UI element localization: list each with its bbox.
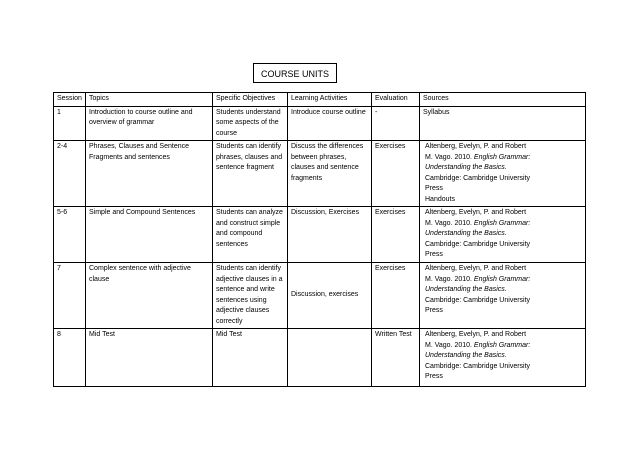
source-text: M. Vago. 2010. [425, 341, 474, 349]
source-line: Cambridge: Cambridge University [425, 296, 531, 304]
header-objectives: Specific Objectives [213, 93, 288, 107]
header-activities: Learning Activities [288, 93, 372, 107]
source-line [423, 153, 582, 164]
sources-cell [420, 263, 586, 329]
book-title: English Grammar: [473, 275, 531, 283]
source-text: M. Vago. 2010. [425, 219, 474, 227]
activities-cell: Introduce course outline [288, 106, 372, 141]
table-row [54, 141, 586, 207]
book-subtitle: Understanding the Basics. [425, 286, 507, 293]
session-cell: 8 [54, 329, 86, 387]
table-row [54, 263, 586, 329]
evaluation-cell: Written Test [372, 329, 420, 387]
session-cell: 5-6 [54, 207, 86, 263]
page-title: COURSE UNITS [253, 63, 337, 83]
source-line: Altenberg, Evelyn, P. and Robert [425, 143, 527, 150]
source-line [423, 219, 582, 230]
topics-cell: Complex sentence with adjective clause [86, 263, 213, 329]
header-session: Session [54, 93, 86, 107]
objectives-cell: Students understand some aspects of the course [213, 106, 288, 141]
header-evaluation: Evaluation [372, 93, 420, 107]
source-line: Cambridge: Cambridge University [425, 174, 531, 182]
book-title: English Grammar: [473, 219, 531, 227]
table-header-row [54, 93, 586, 107]
source-text: M. Vago. 2010. [425, 153, 474, 161]
book-title: English Grammar: [473, 153, 531, 161]
table-row [54, 106, 586, 141]
table-row [54, 207, 586, 263]
sources-cell [420, 141, 586, 207]
sources-cell [420, 106, 586, 141]
source-line [423, 341, 582, 352]
evaluation-cell: Exercises [372, 263, 420, 329]
source-line: Press [425, 307, 443, 314]
session-cell: 2-4 [54, 141, 86, 207]
sources-cell [420, 329, 586, 387]
book-subtitle: Understanding the Basics. [425, 164, 507, 171]
book-subtitle: Understanding the Basics. [425, 352, 507, 359]
objectives-cell: Students can identify adjective clauses in a sentence and write sentences using adjective clauses correctly [213, 263, 288, 329]
source-line [423, 275, 582, 286]
source-line: Press [425, 373, 443, 380]
session-cell: 1 [54, 106, 86, 141]
objectives-cell: Mid Test [213, 329, 288, 387]
activities-cell [288, 329, 372, 387]
source-line: Altenberg, Evelyn, P. and Robert [425, 265, 527, 272]
source-line: Press [425, 185, 443, 192]
evaluation-cell: Exercises [372, 141, 420, 207]
objectives-cell: Students can analyze and construct simple and compound sentences [213, 207, 288, 263]
topics-cell: Introduction to course outline and overview of grammar [86, 106, 213, 141]
source-text: M. Vago. 2010. [425, 275, 474, 283]
evaluation-cell: Exercises [372, 207, 420, 263]
activities-cell: Discussion, Exercises [288, 207, 372, 263]
header-sources: Sources [420, 93, 586, 107]
book-subtitle: Understanding the Basics. [425, 230, 507, 237]
source-line: Cambridge: Cambridge University [425, 362, 531, 370]
topics-cell: Mid Test [86, 329, 213, 387]
session-cell: 7 [54, 263, 86, 329]
source-line: Press [425, 251, 443, 258]
objectives-cell: Students can identify phrases, clauses and sentence fragment [213, 141, 288, 207]
activities-cell: Discussion, exercises [288, 263, 372, 329]
topics-cell: Phrases, Clauses and Sentence Fragments and sentences [86, 141, 213, 207]
course-units-table [53, 92, 586, 387]
header-topics: Topics [86, 93, 213, 107]
sources-cell [420, 207, 586, 263]
source-line: Altenberg, Evelyn, P. and Robert [425, 331, 527, 338]
source-line: Syllabus [423, 108, 450, 116]
source-line: Cambridge: Cambridge University [425, 240, 531, 248]
source-line: Handouts [425, 195, 455, 203]
table-row [54, 329, 586, 387]
topics-cell: Simple and Compound Sentences [86, 207, 213, 263]
source-line: Altenberg, Evelyn, P. and Robert [425, 209, 527, 216]
book-title: English Grammar: [473, 341, 531, 349]
evaluation-cell: - [372, 106, 420, 141]
activities-cell: Discuss the differences between phrases, clauses and sentence fragments [288, 141, 372, 207]
